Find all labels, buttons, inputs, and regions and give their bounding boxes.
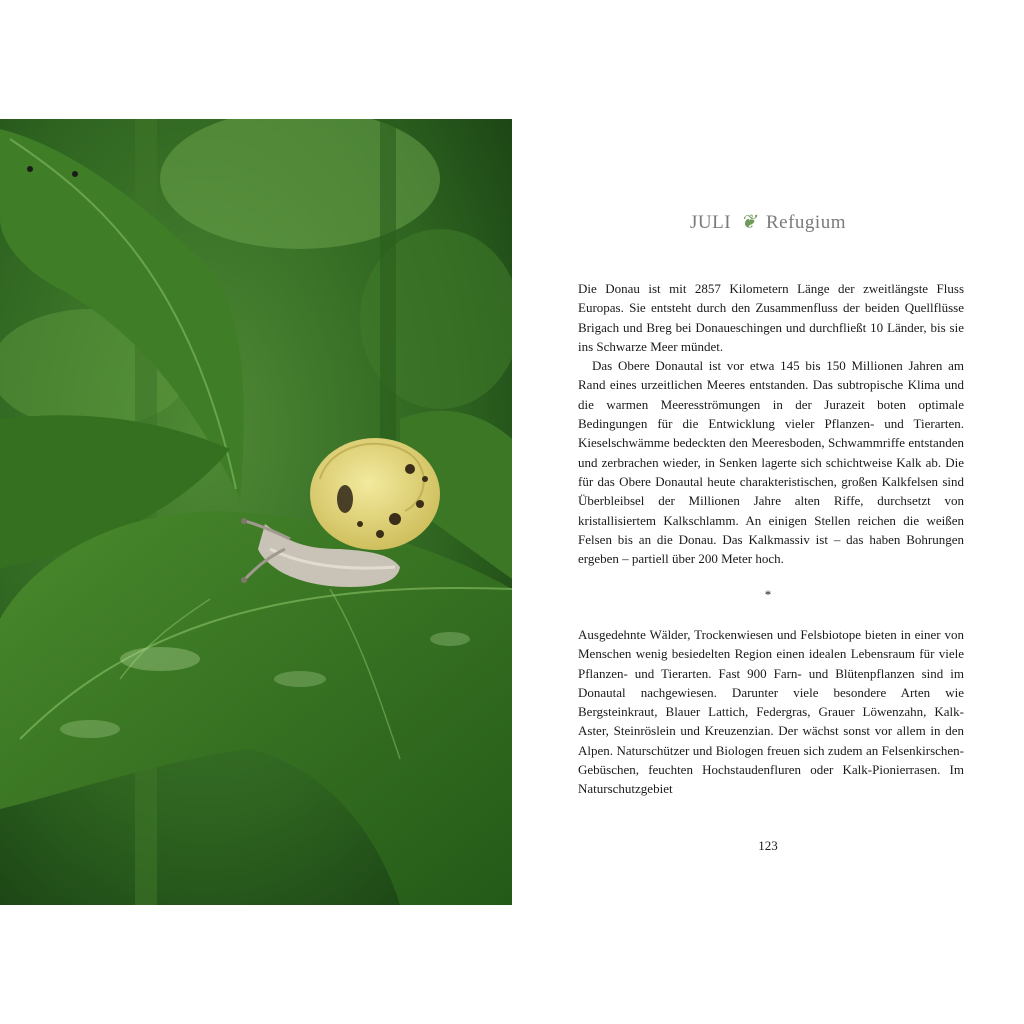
text-page — [512, 0, 1024, 1024]
snail-photo — [0, 119, 512, 905]
section-divider: * — [764, 587, 772, 602]
paragraph-1: Die Donau ist mit 2857 Kilometern Länge der zweitlängste Fluss Europas. Sie entsteht durch den Zusammenfluss der beiden Quellflüsse Brigach und Breg bei Donaueschingen und durchfließt 10 Länder, bis sie ins Schwarze Meer mündet. — [578, 281, 964, 354]
leaf-ornament-icon: ❦ — [740, 212, 757, 233]
running-head — [512, 211, 1024, 234]
paragraph-2: Das Obere Donautal ist vor etwa 145 bis 150 Millionen Jahren am Rand eines urzeitlichen Meeres entstanden. Das subtropische Klima und die warmen Meeresströmungen in der Jurazeit boten optimale Bedingungen für die Entwicklung vieler Pflanzen- und Tierarten. Kieselschwämme bedeckten den Meeresboden, Schwammriffe entstanden und zerbrachen wieder, in Senken lagerte sich schichtweise Kalk ab. Die für das Obere Donautal heute charakteristischen, großen Kalkfelsen sind Überbleibsel der Millionen Jahre alten Riffe, durchsetzt von kristallisiertem Kalkschlamm. An einigen Stellen reichen die weißen Felsen bis an die Donau. Das Kalkmassiv ist – das haben Bohrungen ergeben – partiell über 200 Meter hoch. — [578, 358, 964, 567]
text-block-top — [578, 279, 964, 568]
paragraph-3: Ausgedehnte Wälder, Trockenwiesen und Felsbiotope bieten in einer von Menschen wenig besiedelten Region einen idealen Lebensraum für viele Pflanzen- und Tierarten. Fast 900 Farn- und Blütenpflanzen sind im Donautal nachgewiesen. Darunter viele besondere Arten wie Bergsteinkraut, Blauer Lattich, Federgras, Grauer Löwenzahn, Kalk-Aster, Steinröslein und Kreuzenzian. Der wächst sonst vor allem in den Alpen. Naturschützer und Biologen freuen sich zudem an Felsenkirschen-Gebüschen, feuchten Hochstaudenfluren oder Kalk-Pionierrasen. Im Naturschutzgebiet — [578, 627, 964, 797]
chapter-title: Refugium — [765, 212, 846, 233]
month-label: JULI — [690, 212, 732, 233]
page-number: 123 — [758, 838, 778, 853]
text-block-bottom — [578, 625, 964, 799]
snail-on-leaf-image — [0, 119, 512, 905]
